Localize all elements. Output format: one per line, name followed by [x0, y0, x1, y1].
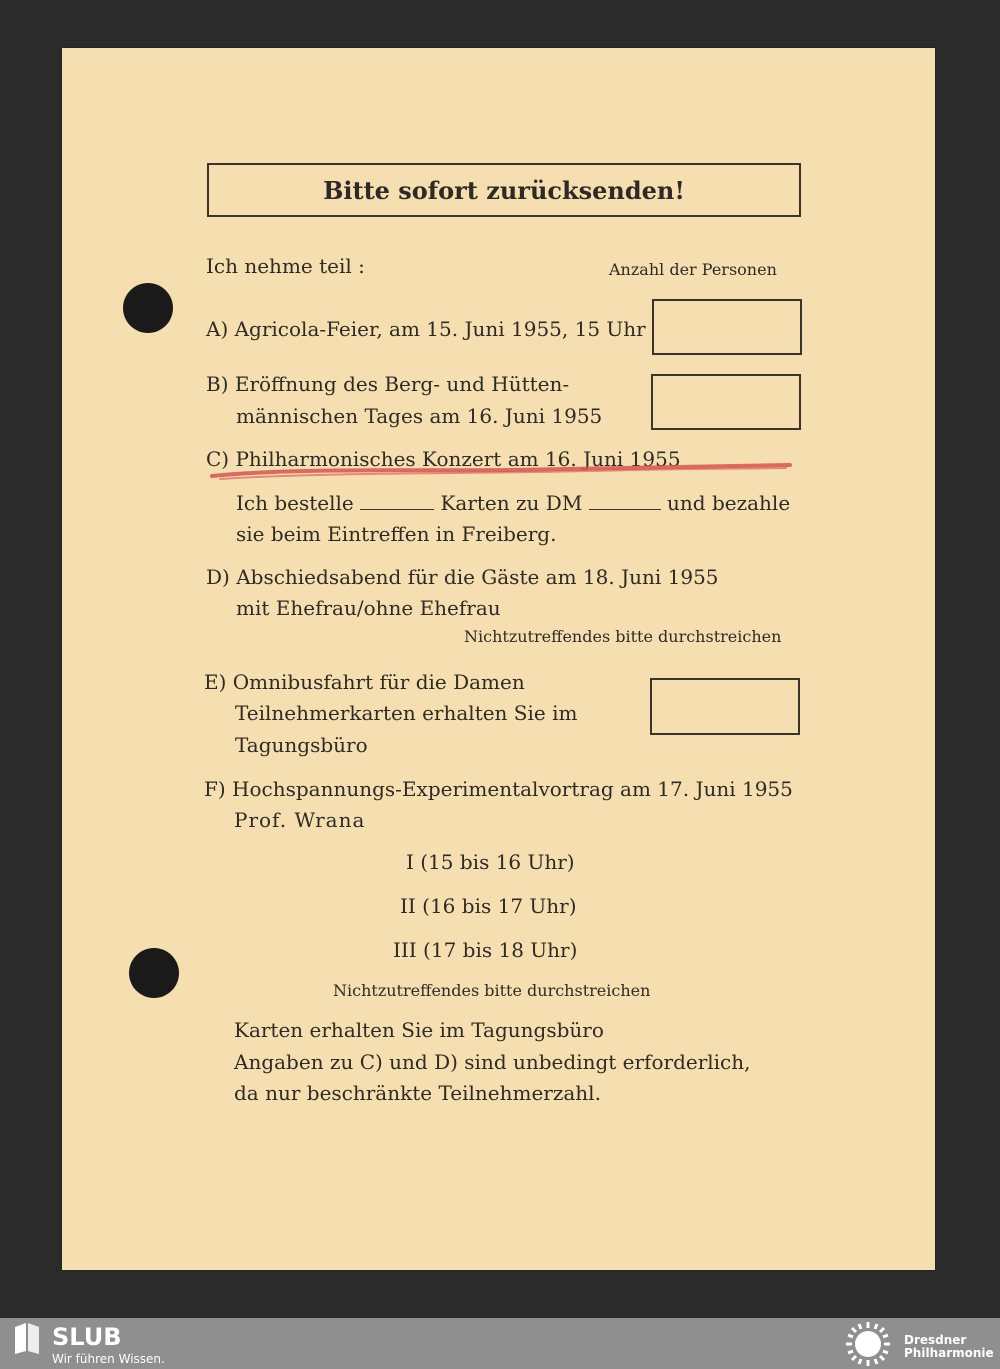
partner-line-1: Dresdner — [904, 1333, 967, 1347]
item-f-line1: F) Hochspannungs-Experimentalvortrag am 17. Juni 1955 — [204, 777, 793, 801]
item-e-count-box[interactable] — [650, 678, 800, 735]
library-tagline: Wir führen Wissen. — [52, 1352, 165, 1366]
partner-name — [904, 1334, 994, 1360]
red-underline — [210, 462, 792, 484]
closing-line-3: da nur beschränkte Teilnehmerzahl. — [234, 1081, 601, 1105]
ticket-count-blank[interactable] — [360, 491, 434, 510]
item-a-count-box[interactable] — [652, 299, 802, 355]
item-b-line2: männischen Tages am 16. Juni 1955 — [236, 404, 603, 428]
item-b-line1: B) Eröffnung des Berg- und Hütten- — [206, 372, 570, 396]
punch-hole-bottom — [129, 948, 179, 998]
library-name: SLUB — [52, 1323, 122, 1351]
item-c-text: C) Philharmonisches Konzert am 16. Juni 1955 — [206, 447, 681, 471]
closing-line-1: Karten erhalten Sie im Tagungsbüro — [234, 1018, 604, 1042]
form-title: Bitte sofort zurücksenden! — [323, 175, 685, 205]
slub-book-icon — [12, 1321, 42, 1355]
price-blank[interactable] — [589, 491, 661, 510]
session-3[interactable]: III (17 bis 18 Uhr) — [393, 938, 578, 962]
strike-note-f: Nichtzutreffendes bitte durchstreichen — [333, 981, 651, 1000]
session-1[interactable]: I (15 bis 16 Uhr) — [406, 850, 575, 874]
order-text-2: Karten zu DM — [440, 491, 583, 515]
title-box — [207, 163, 801, 217]
item-a-text: A) Agricola-Feier, am 15. Juni 1955, 15 Uhr — [206, 317, 646, 341]
strike-note-d: Nichtzutreffendes bitte durchstreichen — [464, 627, 782, 646]
punch-hole-top — [123, 283, 173, 333]
item-e-line2: Teilnehmerkarten erhalten Sie im — [235, 701, 578, 725]
partner-line-2: Philharmonie — [904, 1346, 994, 1360]
item-b-count-box[interactable] — [651, 374, 801, 430]
item-f-line2: Prof. Wrana — [234, 808, 366, 832]
session-2[interactable]: II (16 bis 17 Uhr) — [400, 894, 577, 918]
closing-line-2: Angaben zu C) und D) sind unbedingt erforderlich, — [234, 1050, 751, 1074]
order-text-1: Ich bestelle — [236, 491, 354, 515]
item-c-order-line — [236, 491, 790, 515]
item-d-line1: D) Abschiedsabend für die Gäste am 18. Juni 1955 — [206, 565, 719, 589]
item-d-line2[interactable]: mit Ehefrau/ohne Ehefrau — [236, 596, 501, 620]
philharmonie-sun-icon — [842, 1320, 894, 1368]
intro-text: Ich nehme teil : — [206, 254, 365, 278]
item-c-line2: sie beim Eintreffen in Freiberg. — [236, 522, 557, 546]
order-text-3: und bezahle — [667, 491, 791, 515]
item-e-line1: E) Omnibusfahrt für die Damen — [204, 670, 525, 694]
count-header: Anzahl der Personen — [609, 260, 777, 279]
item-e-line3: Tagungsbüro — [235, 733, 368, 757]
